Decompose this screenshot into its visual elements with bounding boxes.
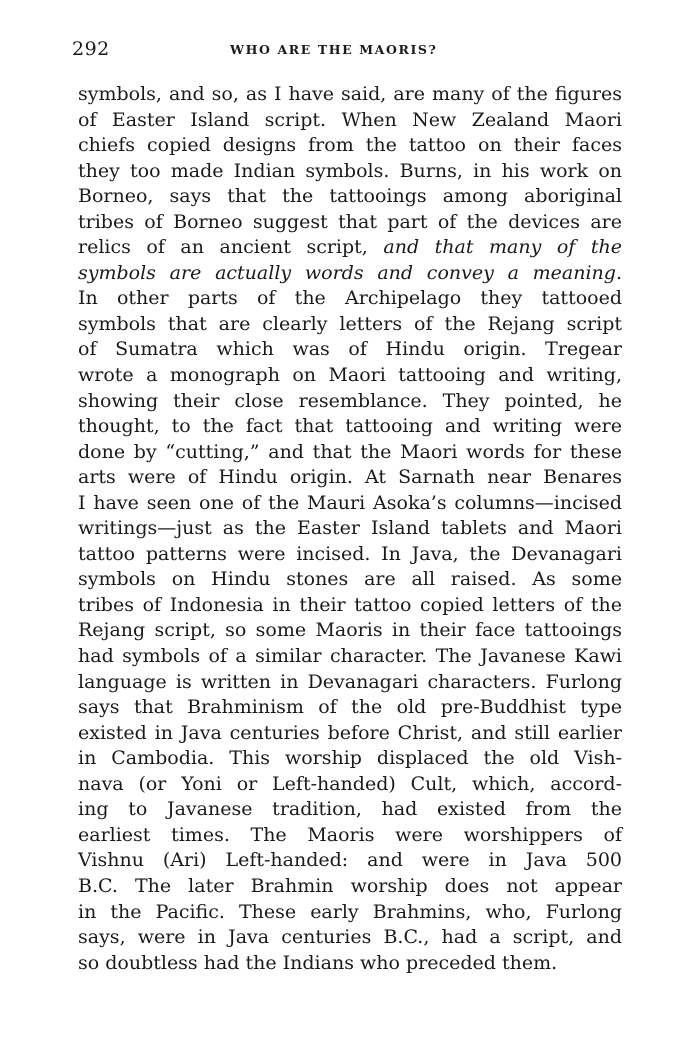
text-run: so doubtless had the Indians who preceded them.	[78, 951, 558, 974]
text-run: says, were in Java centuries B.C., had a script, and	[78, 926, 622, 949]
text-line	[78, 644, 622, 670]
text-line	[78, 721, 622, 747]
text-line	[78, 670, 622, 696]
text-run: writings—just as the Easter Island tablets and Maori	[78, 517, 622, 540]
text-run: symbols that are clearly letters of the Rejang script	[78, 312, 622, 335]
text-line	[78, 210, 622, 236]
text-line	[78, 286, 622, 312]
text-line	[78, 567, 622, 593]
running-head	[72, 38, 620, 66]
text-run: I have seen one of the Mauri Asoka’s columns—incised	[78, 491, 622, 514]
text-line	[78, 797, 622, 823]
text-line	[78, 159, 622, 185]
text-run: in the Pacific. These early Brahmins, who, Furlong	[78, 900, 622, 923]
text-run: language is written in Devanagari characters. Furlong	[78, 670, 622, 693]
text-line	[78, 772, 622, 798]
text-run: existed in Java centuries before Christ, and still earlier	[78, 721, 622, 744]
text-run: Rejang script, so some Maoris in their face tattooings	[78, 619, 622, 642]
text-run: earliest times. The Maoris were worshippers of	[78, 823, 622, 846]
text-line	[78, 133, 622, 159]
text-line	[78, 235, 622, 261]
text-run: nava (or Yoni or Left-handed) Cult, which, accord-	[78, 772, 622, 795]
text-run: Borneo, says that the tattooings among aboriginal	[78, 185, 622, 208]
text-run: tattoo patterns were incised. In Java, the Devanagari	[78, 542, 622, 565]
text-line	[78, 82, 622, 108]
text-run: had symbols of a similar character. The Javanese Kawi	[78, 645, 622, 668]
text-line	[78, 363, 622, 389]
text-line	[78, 618, 622, 644]
running-title: WHO ARE THE MAORIS?	[230, 42, 438, 57]
text-run: of Sumatra which was of Hindu origin. Tregear	[78, 338, 622, 361]
text-line	[78, 261, 622, 287]
text-line	[78, 465, 622, 491]
text-run: of Easter Island script. When New Zealand Maori	[78, 108, 622, 131]
text-line	[78, 900, 622, 926]
text-line	[78, 695, 622, 721]
text-run: chiefs copied designs from the tattoo on their faces	[78, 134, 622, 157]
text-run: says that Brahminism of the old pre-Buddhist type	[78, 696, 622, 719]
page-number: 292	[72, 38, 110, 60]
text-line	[78, 389, 622, 415]
text-line	[78, 414, 622, 440]
text-run: in Cambodia. This worship displaced the old Vish-	[78, 747, 622, 770]
text-run: symbols, and so, as I have said, are many of the figures	[78, 83, 622, 105]
text-run: B.C. The later Brahmin worship does not appear	[78, 874, 622, 897]
text-line	[78, 337, 622, 363]
emphasis-run: and that many of the	[383, 236, 622, 259]
text-run: Vishnu (Ari) Left-handed: and were in Java 500	[78, 849, 622, 872]
text-line	[78, 925, 622, 951]
text-run: In other parts of the Archipelago they tattooed	[78, 287, 622, 310]
text-line	[78, 848, 622, 874]
text-line	[78, 746, 622, 772]
text-line	[78, 516, 622, 542]
text-line	[78, 823, 622, 849]
text-run: tribes of Borneo suggest that part of the devices are	[78, 210, 622, 233]
text-run: arts were of Hindu origin. At Sarnath near Benares	[78, 466, 622, 489]
text-line	[78, 951, 622, 977]
text-run: showing their close resemblance. They pointed, he	[78, 389, 622, 412]
text-line	[78, 312, 622, 338]
text-run: thought, to the fact that tattooing and writing were	[78, 415, 622, 438]
text-run: ing to Javanese tradition, had existed from the	[78, 798, 622, 821]
text-run: they too made Indian symbols. Burns, in his work on	[78, 159, 622, 182]
text-run: wrote a monograph on Maori tattooing and writing,	[78, 364, 622, 387]
text-line	[78, 593, 622, 619]
text-run: tribes of Indonesia in their tattoo copied letters of the	[78, 593, 622, 616]
emphasis-run: symbols are actually words and convey a meaning.	[78, 261, 622, 284]
body-text	[78, 82, 622, 976]
text-line	[78, 491, 622, 517]
text-run: done by “cutting,” and that the Maori words for these	[78, 440, 622, 463]
text-run: symbols on Hindu stones are all raised. As some	[78, 568, 622, 591]
text-line	[78, 542, 622, 568]
text-line	[78, 184, 622, 210]
text-line	[78, 108, 622, 134]
text-line	[78, 874, 622, 900]
text-line	[78, 440, 622, 466]
text-run: relics of an ancient script,	[78, 236, 384, 259]
